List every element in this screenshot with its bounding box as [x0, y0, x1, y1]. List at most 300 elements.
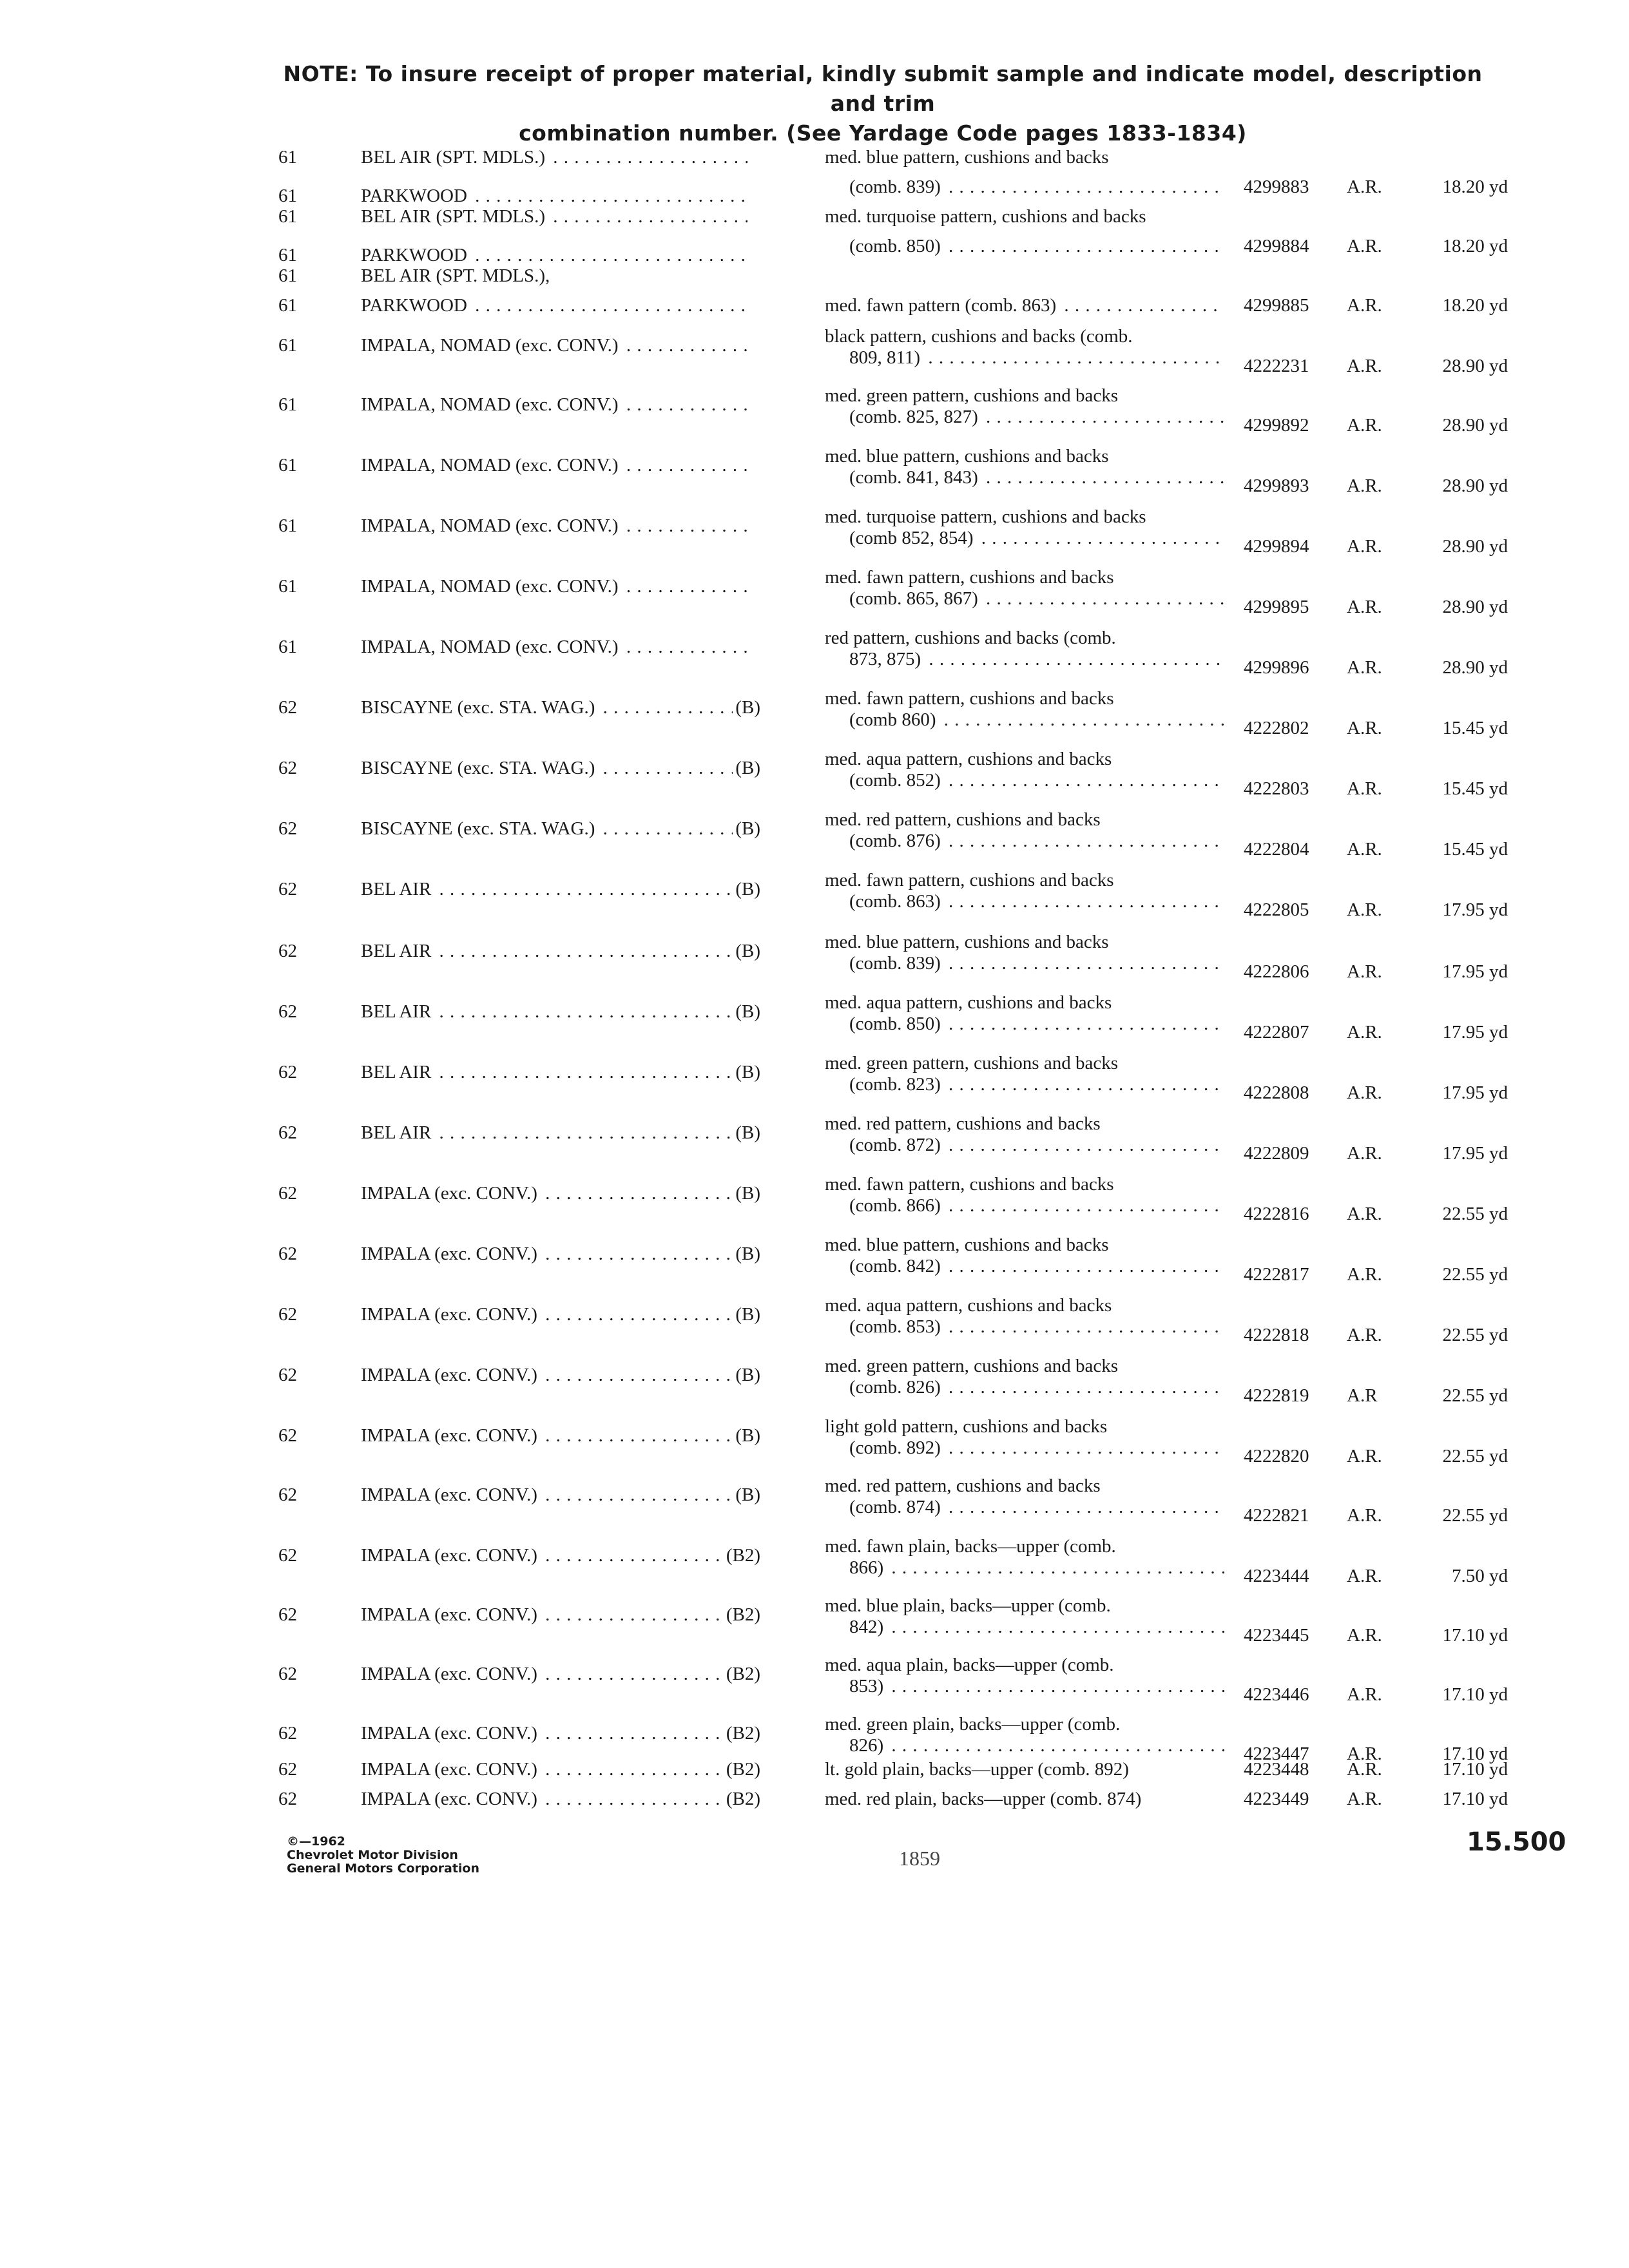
price-per-yard: 17.95 yd	[1442, 899, 1508, 920]
model-name-text: BISCAYNE (exc. STA. WAG.)	[361, 697, 597, 718]
table-row	[0, 1235, 1629, 1294]
trim-description	[825, 1759, 1224, 1780]
part-number: 4222818	[1244, 1325, 1309, 1345]
part-number: 4299883	[1244, 177, 1309, 197]
quantity: A.R.	[1347, 961, 1382, 982]
description-text: lt. gold plain, backs—upper (comb. 892)	[825, 1759, 1132, 1780]
body-code: (B)	[733, 879, 760, 900]
description-continuation	[825, 347, 1224, 369]
description-text: med. fawn pattern, cushions and backs	[825, 567, 1117, 588]
part-number: 4222817	[1244, 1264, 1309, 1285]
note-line-1: NOTE: To insure receipt of proper material, kindly submit sample and indicate model, description and trim	[283, 61, 1483, 116]
combination-number: (comb. 841, 843)	[849, 467, 981, 488]
description-line	[825, 506, 1224, 528]
part-number: 4223445	[1244, 1625, 1309, 1646]
description-line	[825, 1235, 1224, 1256]
body-code: (B2)	[724, 1789, 760, 1810]
model-name-text: IMPALA (exc. CONV.)	[361, 1183, 540, 1204]
table-row	[0, 1655, 1629, 1714]
part-number: 4222816	[1244, 1204, 1309, 1224]
quantity: A.R.	[1347, 1264, 1382, 1285]
combination-number: (comb 860)	[849, 709, 939, 730]
model-year: 62	[278, 697, 297, 718]
model-name-text: IMPALA (exc. CONV.)	[361, 1789, 540, 1809]
description-continuation	[825, 1074, 1224, 1095]
model-name	[361, 186, 747, 207]
price-per-yard: 15.45 yd	[1442, 778, 1508, 799]
part-number: 4223444	[1244, 1566, 1309, 1586]
part-number: 4223446	[1244, 1684, 1309, 1705]
trim-description	[825, 1416, 1224, 1459]
model-name-text: BEL AIR (SPT. MDLS.),	[361, 265, 552, 286]
model-name	[361, 1545, 760, 1566]
trim-description	[825, 688, 1224, 731]
table-row	[0, 206, 1629, 236]
description-line	[825, 295, 1224, 316]
model-year: 61	[278, 245, 297, 265]
model-name	[361, 295, 747, 316]
description-text: med. aqua pattern, cushions and backs	[825, 1295, 1114, 1316]
price-per-yard: 22.55 yd	[1442, 1325, 1508, 1345]
model-year: 61	[278, 637, 297, 657]
quantity: A.R.	[1347, 597, 1382, 617]
description-line	[825, 1475, 1224, 1497]
model-name	[361, 1183, 760, 1204]
price-per-yard: 22.55 yd	[1442, 1385, 1508, 1406]
description-line	[825, 1536, 1224, 1557]
table-row	[0, 326, 1629, 385]
description-continuation	[825, 588, 1224, 610]
body-code: (B)	[733, 1425, 760, 1446]
description-line	[825, 1295, 1224, 1316]
description-text: med. blue pattern, cushions and backs	[825, 932, 1112, 952]
combination-number: (comb. 865, 867)	[849, 588, 981, 609]
combination-number: (comb. 823)	[849, 1074, 943, 1095]
trim-description	[825, 1053, 1224, 1095]
quantity: A.R.	[1347, 1744, 1382, 1764]
model-name	[361, 1062, 760, 1083]
description-continuation	[825, 649, 1224, 670]
model-name-text: IMPALA (exc. CONV.)	[361, 1759, 540, 1780]
quantity: A.R.	[1347, 1759, 1382, 1780]
description-continuation	[825, 1316, 1224, 1338]
model-name	[361, 941, 760, 962]
part-number: 4222806	[1244, 961, 1309, 982]
model-name	[361, 758, 760, 779]
model-year: 61	[278, 147, 297, 168]
model-name-text: PARKWOOD	[361, 295, 470, 316]
price-per-yard: 28.90 yd	[1442, 597, 1508, 617]
trim-description	[825, 1113, 1224, 1156]
division-name: Chevrolet Motor Division	[287, 1848, 458, 1862]
combination-number: 826)	[849, 1735, 886, 1756]
price-per-yard: 17.10 yd	[1442, 1744, 1508, 1764]
model-name	[361, 879, 760, 900]
quantity: A.R.	[1347, 415, 1382, 436]
table-row	[0, 992, 1629, 1052]
description-text: med. green pattern, cushions and backs	[825, 385, 1121, 406]
combination-number: 842)	[849, 1617, 886, 1637]
table-row	[0, 1416, 1629, 1475]
table-row	[0, 1053, 1629, 1112]
table-row	[0, 1759, 1629, 1789]
part-number: 4223449	[1244, 1789, 1309, 1809]
quantity: A.R	[1347, 1385, 1378, 1406]
copyright-block	[287, 1835, 479, 1876]
model-name-text: BEL AIR (SPT. MDLS.)	[361, 147, 548, 168]
quantity: A.R.	[1347, 1204, 1382, 1224]
description-continuation	[825, 1256, 1224, 1277]
price-per-yard: 17.10 yd	[1442, 1759, 1508, 1780]
combination-number: (comb. 839)	[849, 953, 943, 974]
description-line	[825, 628, 1224, 649]
model-name-text: IMPALA (exc. CONV.)	[361, 1723, 540, 1744]
table-row	[0, 1356, 1629, 1415]
combination-number: 873, 875)	[849, 649, 923, 669]
trim-description	[825, 147, 1224, 168]
description-continuation	[825, 1735, 1224, 1756]
model-name	[361, 697, 760, 718]
description-text: med. turquoise pattern, cushions and backs	[825, 506, 1149, 527]
quantity: A.R.	[1347, 1789, 1382, 1809]
table-row	[0, 265, 1629, 295]
description-text: black pattern, cushions and backs (comb.	[825, 326, 1135, 347]
model-name	[361, 1485, 760, 1506]
quantity: A.R.	[1347, 1143, 1382, 1164]
trim-description	[825, 506, 1224, 549]
description-line	[825, 1356, 1224, 1377]
description-continuation	[825, 1676, 1224, 1697]
description-text: med. blue pattern, cushions and backs	[825, 147, 1112, 168]
description-text: med. green pattern, cushions and backs	[825, 1053, 1121, 1073]
description-continuation	[825, 1617, 1224, 1638]
model-name	[361, 1789, 760, 1810]
price-per-yard: 28.90 yd	[1442, 657, 1508, 678]
quantity: A.R.	[1347, 356, 1382, 376]
body-code: (B2)	[724, 1723, 760, 1744]
copyright-year: ©—1962	[287, 1834, 345, 1849]
body-code: (B)	[733, 1365, 760, 1386]
model-year: 62	[278, 941, 297, 961]
body-code: (B)	[733, 1485, 760, 1506]
model-name-text: IMPALA (exc. CONV.)	[361, 1244, 540, 1264]
table-row	[0, 1536, 1629, 1595]
table-row	[0, 385, 1629, 445]
quantity: A.R.	[1347, 295, 1382, 316]
quantity: A.R.	[1347, 236, 1382, 256]
trim-description	[825, 1536, 1224, 1579]
model-name-text: IMPALA (exc. CONV.)	[361, 1604, 540, 1625]
price-per-yard: 22.55 yd	[1442, 1264, 1508, 1285]
table-row	[0, 506, 1629, 566]
table-row	[0, 1295, 1629, 1354]
description-continuation	[825, 1437, 1224, 1459]
quantity: A.R.	[1347, 1625, 1382, 1646]
part-number: 4222807	[1244, 1022, 1309, 1043]
model-name	[361, 1001, 760, 1023]
quantity: A.R.	[1347, 1022, 1382, 1043]
price-per-yard: 17.10 yd	[1442, 1684, 1508, 1705]
model-name-text: PARKWOOD	[361, 186, 470, 206]
model-name	[361, 1759, 760, 1780]
model-name	[361, 637, 747, 658]
model-name	[361, 1425, 760, 1446]
price-per-yard: 18.20 yd	[1442, 236, 1508, 256]
model-name-text: IMPALA (exc. CONV.)	[361, 1664, 540, 1684]
model-year: 62	[278, 1122, 297, 1143]
model-name	[361, 245, 747, 266]
body-code: (B)	[733, 1304, 760, 1325]
model-name-text: BEL AIR	[361, 1062, 434, 1082]
part-number: 4223448	[1244, 1759, 1309, 1780]
body-code: (B)	[733, 941, 760, 962]
description-continuation	[825, 831, 1224, 852]
model-name-text: IMPALA, NOMAD (exc. CONV.)	[361, 335, 621, 356]
part-number: 4299892	[1244, 415, 1309, 436]
model-name	[361, 1304, 760, 1325]
part-number: 4299884	[1244, 236, 1309, 256]
model-name-text: BEL AIR (SPT. MDLS.)	[361, 206, 548, 227]
table-row	[0, 1595, 1629, 1655]
part-number: 4222808	[1244, 1082, 1309, 1103]
model-year: 62	[278, 1062, 297, 1082]
description-continuation	[825, 177, 1224, 198]
combination-number: 853)	[849, 1676, 886, 1696]
model-name	[361, 1604, 760, 1626]
description-text: med. aqua pattern, cushions and backs	[825, 992, 1114, 1013]
model-name-text: BEL AIR	[361, 1001, 434, 1022]
price-per-yard: 7.50 yd	[1452, 1566, 1508, 1586]
trim-description	[825, 446, 1224, 488]
trim-description	[825, 1595, 1224, 1638]
quantity: A.R.	[1347, 1325, 1382, 1345]
description-continuation	[825, 407, 1224, 428]
description-line	[825, 870, 1224, 891]
table-row	[0, 147, 1629, 177]
body-code: (B)	[733, 697, 760, 718]
model-name	[361, 394, 747, 416]
combination-number: (comb. 850)	[849, 1014, 943, 1034]
quantity: A.R.	[1347, 1446, 1382, 1466]
trim-description	[825, 567, 1224, 610]
table-row	[0, 1475, 1629, 1535]
trim-description	[825, 992, 1224, 1035]
price-per-yard: 17.95 yd	[1442, 1022, 1508, 1043]
table-row	[0, 295, 1629, 325]
description-text: light gold pattern, cushions and backs	[825, 1416, 1110, 1437]
part-number: 4222231	[1244, 356, 1309, 376]
price-per-yard: 18.20 yd	[1442, 295, 1508, 316]
model-year: 62	[278, 818, 297, 839]
description-text: med. green pattern, cushions and backs	[825, 1356, 1121, 1376]
table-row	[0, 688, 1629, 747]
description-text: med. red pattern, cushions and backs	[825, 1113, 1103, 1134]
quantity: A.R.	[1347, 1082, 1382, 1103]
description-continuation	[825, 770, 1224, 791]
model-name-text: IMPALA (exc. CONV.)	[361, 1365, 540, 1385]
price-per-yard: 17.95 yd	[1442, 1143, 1508, 1164]
description-text: med. blue pattern, cushions and backs	[825, 1235, 1112, 1255]
combination-number: (comb. 826)	[849, 1377, 943, 1398]
body-code: (B2)	[724, 1545, 760, 1566]
body-code: (B)	[733, 1062, 760, 1083]
trim-description	[825, 628, 1224, 670]
part-number: 4222805	[1244, 899, 1309, 920]
model-year: 62	[278, 1001, 297, 1022]
description-text: med. fawn pattern (comb. 863)	[825, 295, 1059, 316]
price-per-yard: 22.55 yd	[1442, 1204, 1508, 1224]
description-text: med. blue pattern, cushions and backs	[825, 446, 1112, 466]
body-code: (B)	[733, 818, 760, 840]
trim-description	[825, 1655, 1224, 1697]
price-per-yard: 15.45 yd	[1442, 718, 1508, 738]
model-year: 62	[278, 1485, 297, 1505]
table-row	[0, 628, 1629, 687]
body-code: (B)	[733, 1183, 760, 1204]
model-year: 62	[278, 1365, 297, 1385]
price-per-yard: 17.10 yd	[1442, 1789, 1508, 1809]
model-year: 62	[278, 1789, 297, 1809]
description-text: med. fawn pattern, cushions and backs	[825, 1174, 1117, 1195]
model-year: 62	[278, 1244, 297, 1264]
model-name	[361, 515, 747, 537]
trim-description	[825, 206, 1224, 227]
table-row	[0, 809, 1629, 869]
description-text: med. blue plain, backs—upper (comb.	[825, 1595, 1113, 1616]
model-year: 61	[278, 515, 297, 536]
part-number: 4299895	[1244, 597, 1309, 617]
model-year: 61	[278, 394, 297, 415]
model-year: 61	[278, 265, 297, 286]
description-line	[825, 932, 1224, 953]
combination-number: (comb. 825, 827)	[849, 407, 981, 427]
description-text: red pattern, cushions and backs (comb.	[825, 628, 1119, 648]
model-name-text: BEL AIR	[361, 879, 434, 899]
model-name	[361, 206, 747, 227]
description-line	[825, 1655, 1224, 1676]
model-year: 62	[278, 1183, 297, 1204]
model-name-text: IMPALA, NOMAD (exc. CONV.)	[361, 455, 621, 476]
description-line	[825, 567, 1224, 588]
description-line	[825, 1789, 1224, 1810]
combination-number: 809, 811)	[849, 347, 923, 368]
table-row	[0, 870, 1629, 929]
combination-number: 866)	[849, 1557, 886, 1578]
trim-description	[825, 1235, 1224, 1277]
quantity: A.R.	[1347, 1566, 1382, 1586]
table-row	[0, 932, 1629, 991]
quantity: A.R.	[1347, 476, 1382, 496]
description-line	[825, 326, 1224, 347]
part-number: 4299893	[1244, 476, 1309, 496]
model-year: 62	[278, 1425, 297, 1446]
body-code: (B)	[733, 1122, 760, 1144]
combination-number: (comb. 892)	[849, 1437, 943, 1458]
model-name	[361, 147, 747, 168]
description-continuation	[825, 1497, 1224, 1518]
combination-number: (comb. 853)	[849, 1316, 943, 1337]
model-name	[361, 1365, 760, 1386]
note-header	[271, 59, 1495, 148]
description-text: med. green plain, backs—upper (comb.	[825, 1714, 1123, 1735]
model-name	[361, 1122, 760, 1144]
model-year: 61	[278, 576, 297, 597]
description-line	[825, 385, 1224, 407]
model-year: 61	[278, 295, 297, 316]
description-line	[825, 1595, 1224, 1617]
trim-description	[825, 1356, 1224, 1398]
description-line	[825, 147, 1224, 168]
trim-description	[825, 932, 1224, 974]
trim-description	[825, 749, 1224, 791]
model-name	[361, 265, 747, 287]
trim-description	[825, 295, 1224, 316]
model-name-text: PARKWOOD	[361, 245, 470, 265]
description-continuation	[825, 1557, 1224, 1579]
body-code: (B)	[733, 758, 760, 779]
model-name-text: IMPALA (exc. CONV.)	[361, 1425, 540, 1446]
quantity: A.R.	[1347, 778, 1382, 799]
description-line	[825, 688, 1224, 709]
description-continuation	[825, 528, 1224, 549]
model-name-text: BISCAYNE (exc. STA. WAG.)	[361, 758, 597, 778]
part-number: 4299894	[1244, 536, 1309, 557]
price-per-yard: 28.90 yd	[1442, 356, 1508, 376]
trim-description	[825, 1714, 1224, 1756]
combination-number: (comb. 842)	[849, 1256, 943, 1276]
model-year: 62	[278, 1664, 297, 1684]
table-row	[0, 1789, 1629, 1818]
part-number: 4222809	[1244, 1143, 1309, 1164]
description-text: med. fawn pattern, cushions and backs	[825, 688, 1117, 709]
description-continuation	[825, 1377, 1224, 1398]
description-continuation	[825, 1014, 1224, 1035]
corporation-name: General Motors Corporation	[287, 1861, 479, 1876]
body-code: (B2)	[724, 1604, 760, 1626]
combination-number: (comb. 863)	[849, 891, 943, 912]
model-name	[361, 1244, 760, 1265]
description-continuation	[825, 891, 1224, 912]
description-line	[825, 1174, 1224, 1195]
description-line	[825, 1113, 1224, 1135]
quantity: A.R.	[1347, 718, 1382, 738]
model-year: 62	[278, 1604, 297, 1625]
part-number: 4222819	[1244, 1385, 1309, 1406]
model-name	[361, 576, 747, 597]
model-name	[361, 335, 747, 356]
description-line	[825, 206, 1224, 227]
body-code: (B2)	[724, 1664, 760, 1685]
table-row	[0, 749, 1629, 808]
trim-description	[825, 1475, 1224, 1518]
description-line	[825, 809, 1224, 831]
description-continuation	[825, 709, 1224, 731]
description-line	[825, 1416, 1224, 1437]
part-number: 4299896	[1244, 657, 1309, 678]
description-line	[825, 1759, 1224, 1780]
part-number: 4299885	[1244, 295, 1309, 316]
quantity: A.R.	[1347, 1505, 1382, 1526]
trim-description	[825, 1174, 1224, 1216]
model-year: 62	[278, 1545, 297, 1566]
trim-description	[825, 177, 1224, 198]
model-name	[361, 1664, 760, 1685]
combination-number: (comb. 850)	[849, 236, 943, 256]
description-line	[825, 1053, 1224, 1074]
model-year: 61	[278, 186, 297, 206]
model-year: 62	[278, 1723, 297, 1744]
model-name-text: BISCAYNE (exc. STA. WAG.)	[361, 818, 597, 839]
